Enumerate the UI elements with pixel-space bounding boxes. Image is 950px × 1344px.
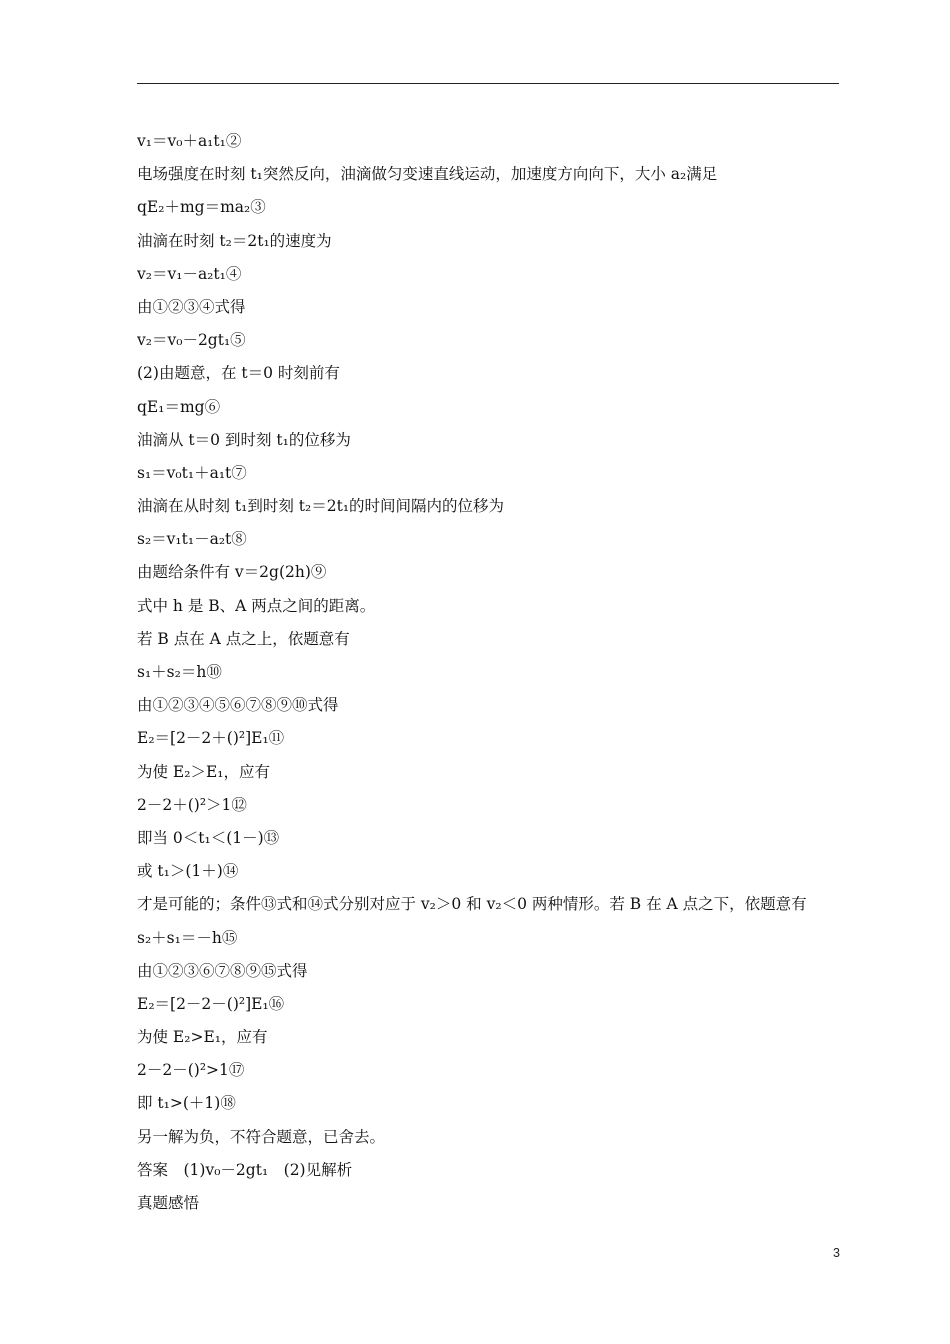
text-line: 为使 E₂>E₁，应有	[137, 1028, 268, 1047]
text-line: 由①②③④式得	[137, 297, 246, 316]
text-body	[137, 125, 839, 1220]
text-line: 由①②③⑥⑦⑧⑨⑮式得	[137, 961, 308, 980]
text-line: v₂＝v₁－a₂t₁④	[137, 264, 242, 283]
text-line: 若 B 点在 A 点之上，依题意有	[137, 629, 350, 648]
text-line: 才是可能的；条件⑬式和⑭式分别对应于 v₂＞0 和 v₂＜0 两种情形。若 B 在 A 点之下，依题意有	[137, 895, 807, 914]
text-line: 另一解为负，不符合题意，已舍去。	[137, 1127, 386, 1146]
text-line: 2－2＋()²＞1⑫	[137, 795, 247, 814]
text-line: 真题感悟	[137, 1194, 200, 1212]
text-line: 油滴在时刻 t₂＝2t₁的速度为	[137, 231, 332, 250]
text-line: v₁＝v₀＋a₁t₁②	[137, 132, 242, 150]
text-line: qE₂＋mg＝ma₂③	[137, 198, 266, 217]
text-line: 即当 0＜t₁＜(1－)⑬	[137, 828, 280, 847]
text-line: qE₁＝mg⑥	[137, 397, 221, 416]
text-line: 为使 E₂＞E₁，应有	[137, 762, 270, 781]
text-line: 油滴在从时刻 t₁到时刻 t₂＝2t₁的时间间隔内的位移为	[137, 497, 505, 516]
text-line: E₂＝[2－2－()²]E₁⑯	[137, 994, 285, 1013]
text-line: 由①②③④⑤⑥⑦⑧⑨⑩式得	[137, 696, 339, 715]
text-line: v₂＝v₀－2gt₁⑤	[137, 331, 246, 350]
text-line: 2－2－()²>1⑰	[137, 1061, 245, 1080]
text-line: 答案 (1)v₀－2gt₁ (2)见解析	[137, 1160, 353, 1179]
text-line: 或 t₁＞(1＋)⑭	[137, 862, 239, 881]
page-number: 3	[833, 1246, 840, 1260]
text-line: 油滴从 t＝0 到时刻 t₁的位移为	[137, 430, 351, 449]
text-line: E₂＝[2－2＋()²]E₁⑪	[137, 729, 285, 748]
text-line: 电场强度在时刻 t₁突然反向，油滴做匀变速直线运动，加速度方向向下，大小 a₂满足	[137, 165, 718, 184]
text-line: s₂＝v₁t₁－a₂t⑧	[137, 530, 247, 549]
text-line: (2)由题意，在 t＝0 时刻前有	[137, 364, 340, 383]
text-line: s₂＋s₁＝－h⑮	[137, 928, 238, 947]
header-rule	[137, 83, 839, 84]
text-line: 由题给条件有 v＝2g(2h)⑨	[137, 563, 327, 582]
text-line: 式中 h 是 B、A 两点之间的距离。	[137, 596, 376, 615]
text-line: s₁＋s₂＝h⑩	[137, 663, 222, 681]
text-line: s₁＝v₀t₁＋a₁t⑦	[137, 463, 247, 482]
text-line: 即 t₁>(＋1)⑱	[137, 1094, 236, 1113]
